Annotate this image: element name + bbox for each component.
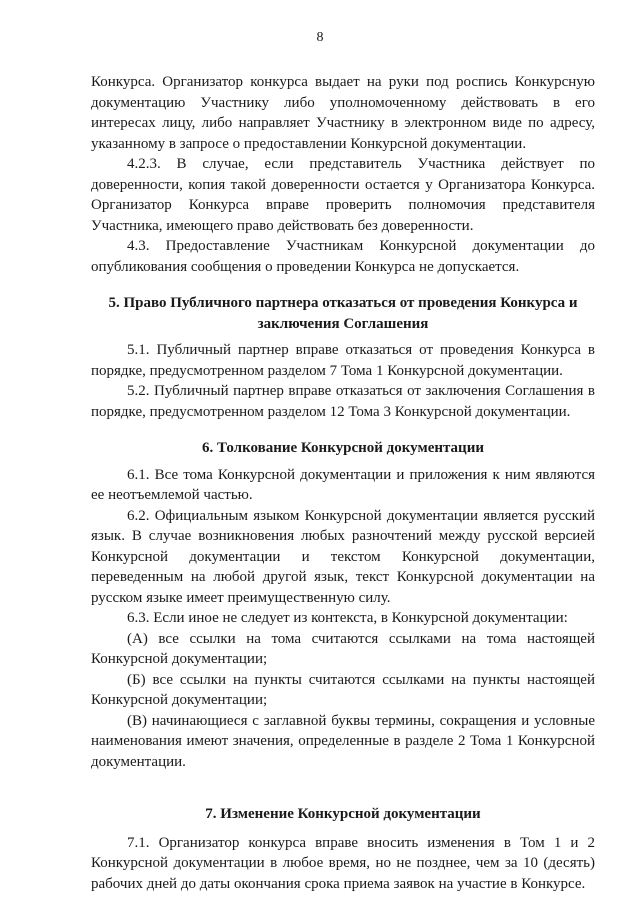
- paragraph-4-2-3: 4.2.3. В случае, если представитель Участника действует по доверенности, копия такой доверенности остается у Организатора Конкурса. Организатор Конкурса вправе проверить полномочия представителя Участника, имеющего право действовать без доверенности.: [91, 156, 595, 234]
- paragraph-6-1: 6.1. Все тома Конкурсной документации и приложения к ним являются ее неотъемлемой частью.: [91, 466, 595, 503]
- list-item-v: (В) начинающиеся с заглавной буквы термины, сокращения и условные наименования имеют значения, определенные в разделе 2 Тома 1 Конкурсной документации.: [91, 712, 595, 770]
- section-heading-6: 6. Толкование Конкурсной документации: [202, 440, 484, 456]
- list-item-a: (А) все ссылки на тома считаются ссылками на тома настоящей Конкурсной документации;: [91, 630, 595, 667]
- paragraph: Конкурса. Организатор конкурса выдает на руки под роспись Конкурсную документацию Участнику либо уполномоченному действовать в его интересах лицу, либо направляет Участнику в электронном виде по адресу, указанному в запросе о предоставлении Конкурсной документации.: [91, 74, 595, 152]
- paragraph-4-3: 4.3. Предоставление Участникам Конкурсной документации до опубликования сообщения о проведении Конкурса не допускается.: [91, 238, 595, 275]
- paragraph-6-3: 6.3. Если иное не следует из контекста, в Конкурсной документации:: [127, 610, 568, 626]
- paragraph-7-1: 7.1. Организатор конкурса вправе вносить изменения в Том 1 и 2 Конкурсной документации в любое время, но не позднее, чем за 10 (десять) рабочих дней до даты окончания срока приема заявок на участие в Конкурсе.: [91, 834, 595, 892]
- page-number: 8: [316, 30, 324, 45]
- page-body: [91, 72, 595, 894]
- section-heading-7: 7. Изменение Конкурсной документации: [205, 806, 481, 822]
- section-heading-5: 5. Право Публичного партнера отказаться от проведения Конкурса и заключения Соглашения: [108, 295, 578, 332]
- paragraph-6-2: 6.2. Официальным языком Конкурсной документации является русский язык. В случае возникновения любых разночтений между русской версией Конкурсной документации и текстом Конкурсной документации, переведенным на любой другой язык, текст Конкурсной документации на русском языке имеет преимущественную силу.: [91, 507, 595, 606]
- paragraph-5-2: 5.2. Публичный партнер вправе отказаться от заключения Соглашения в порядке, предусмотренном разделом 12 Тома 3 Конкурсной документации.: [91, 383, 595, 420]
- paragraph-5-1: 5.1. Публичный партнер вправе отказаться от проведения Конкурса в порядке, предусмотренном разделом 7 Тома 1 Конкурсной документации.: [91, 342, 595, 379]
- list-item-b: (Б) все ссылки на пункты считаются ссылками на пункты настоящей Конкурсной документации;: [91, 671, 595, 708]
